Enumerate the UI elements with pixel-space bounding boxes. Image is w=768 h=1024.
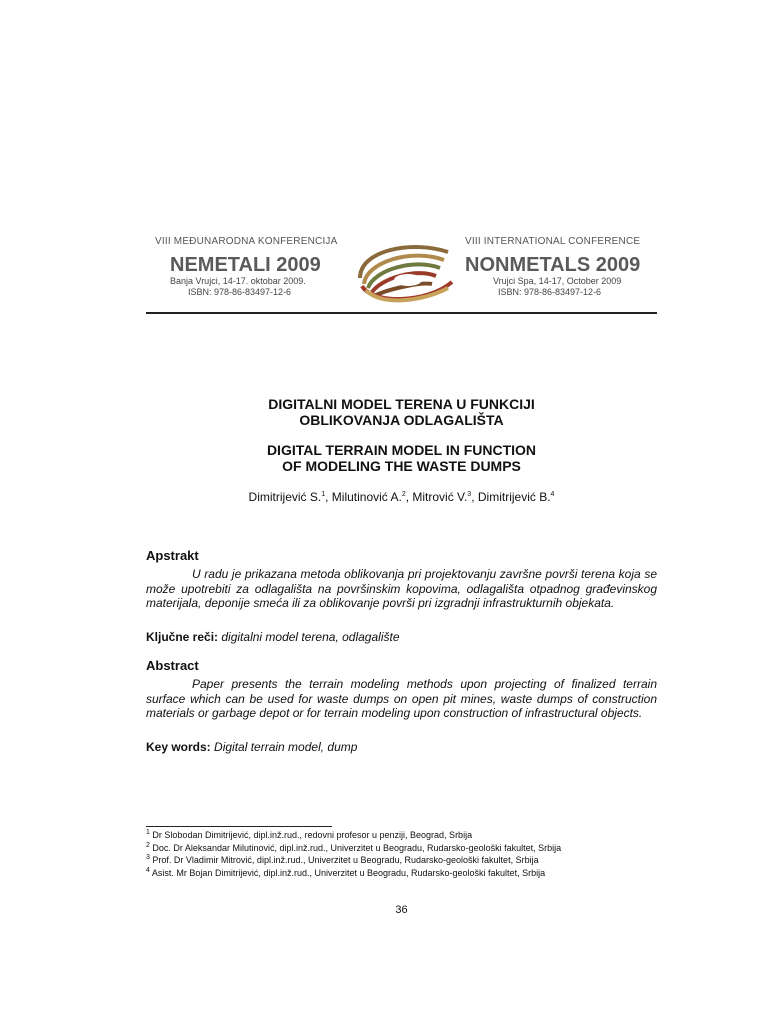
author-ref: 2 bbox=[401, 491, 406, 498]
keywords-label: Key words: bbox=[146, 740, 211, 754]
title-en-line-1: DIGITAL TERRAIN MODEL IN FUNCTION bbox=[266, 442, 537, 458]
author-name: Dimitrijević B. bbox=[477, 490, 551, 504]
author-ref: 3 bbox=[467, 491, 472, 498]
paper-titles bbox=[146, 396, 657, 474]
apstrakt-text: U radu je prikazana metoda oblikovanja pri projektovanju završne površi terena koja se može upotrebiti za odlagališta na površinskim kopovima, odlagališta otpadnog građevinskog materijala, deponije smeća ili za oblikovanje površi pri izgradnji infrastrukturnih objekata. bbox=[146, 567, 657, 610]
author-name: Mitrović V. bbox=[412, 490, 468, 504]
author-name: Milutinović A. bbox=[331, 490, 402, 504]
author-ref: 1 bbox=[321, 491, 326, 498]
author-name: Dimitrijević S. bbox=[248, 490, 322, 504]
abstract-heading: Abstract bbox=[146, 658, 199, 673]
title-sr-line-2: OBLIKOVANJA ODLAGALIŠTA bbox=[299, 412, 504, 428]
abstract-keywords bbox=[146, 740, 357, 754]
keywords-value: digitalni model terena, odlagalište bbox=[221, 630, 400, 644]
author-ref: 4 bbox=[550, 491, 555, 498]
title-sr-line-1: DIGITALNI MODEL TERENA U FUNKCIJI bbox=[268, 396, 535, 412]
author-list: Dimitrijević S.$^1$, Milutinović A.$^2$, Mitrović V.$^3$, Dimitrijević B.$^4$ bbox=[248, 490, 555, 504]
keywords-label: Ključne reči: bbox=[146, 630, 219, 644]
conference-title-sr: NEMETALI 2009 bbox=[170, 254, 321, 276]
conference-name-en: VIII INTERNATIONAL CONFERENCE bbox=[465, 236, 641, 247]
header-right bbox=[465, 236, 665, 298]
title-en-line-2: OF MODELING THE WASTE DUMPS bbox=[282, 458, 521, 474]
conference-location-en: Vrujci Spa, 14-17, October 2009 bbox=[493, 276, 622, 286]
header-divider bbox=[146, 312, 657, 314]
keywords-value: Digital terrain model, dump bbox=[214, 740, 358, 754]
footnote: $^3$ Prof. Dr Vladimir Mitrović, dipl.inž.rud., Univerzitet u Beogradu, Rudarsko-geološki fakultet, Srbija bbox=[146, 854, 539, 865]
header-left bbox=[155, 236, 355, 298]
apstrakt-keywords bbox=[146, 630, 400, 644]
footnote-divider bbox=[146, 826, 332, 827]
conference-title-en: NONMETALS 2009 bbox=[465, 254, 641, 276]
footnotes bbox=[146, 829, 561, 879]
spiral-terrain-logo-icon bbox=[352, 238, 464, 306]
conference-location-sr: Banja Vrujci, 14-17. oktobar 2009. bbox=[170, 276, 306, 286]
footnote: $^4$ Asist. Mr Bojan Dimitrijević, dipl.inž.rud., Univerzitet u Beogradu, Rudarsko-geološki fakultet, Srbija bbox=[146, 866, 546, 878]
page-number: 36 bbox=[395, 904, 408, 916]
conference-isbn-en: ISBN: 978-86-83497-12-6 bbox=[498, 287, 602, 297]
conference-isbn-sr: ISBN: 978-86-83497-12-6 bbox=[188, 287, 292, 297]
apstrakt-heading: Apstrakt bbox=[146, 548, 199, 563]
footnote: $^1$ Dr Slobodan Dimitrijević, dipl.inž.rud., redovni profesor u penziji, Beograd, Srbija bbox=[146, 829, 473, 840]
footnote: $^2$ Doc. Dr Aleksandar Milutinović, dipl.inž.rud., Univerzitet u Beogradu, Rudarsko-geološki fakultet, Srbija bbox=[146, 841, 562, 853]
abstract-text: Paper presents the terrain modeling methods upon projecting of finalized terrain surface which can be used for waste dumps on open pit mines, waste dumps of construction materials or garbage depot or for terrain modeling upon construction of infrastructural objects. bbox=[146, 677, 657, 720]
conference-name-sr: VIII MEĐUNARODNA KONFERENCIJA bbox=[155, 236, 338, 247]
